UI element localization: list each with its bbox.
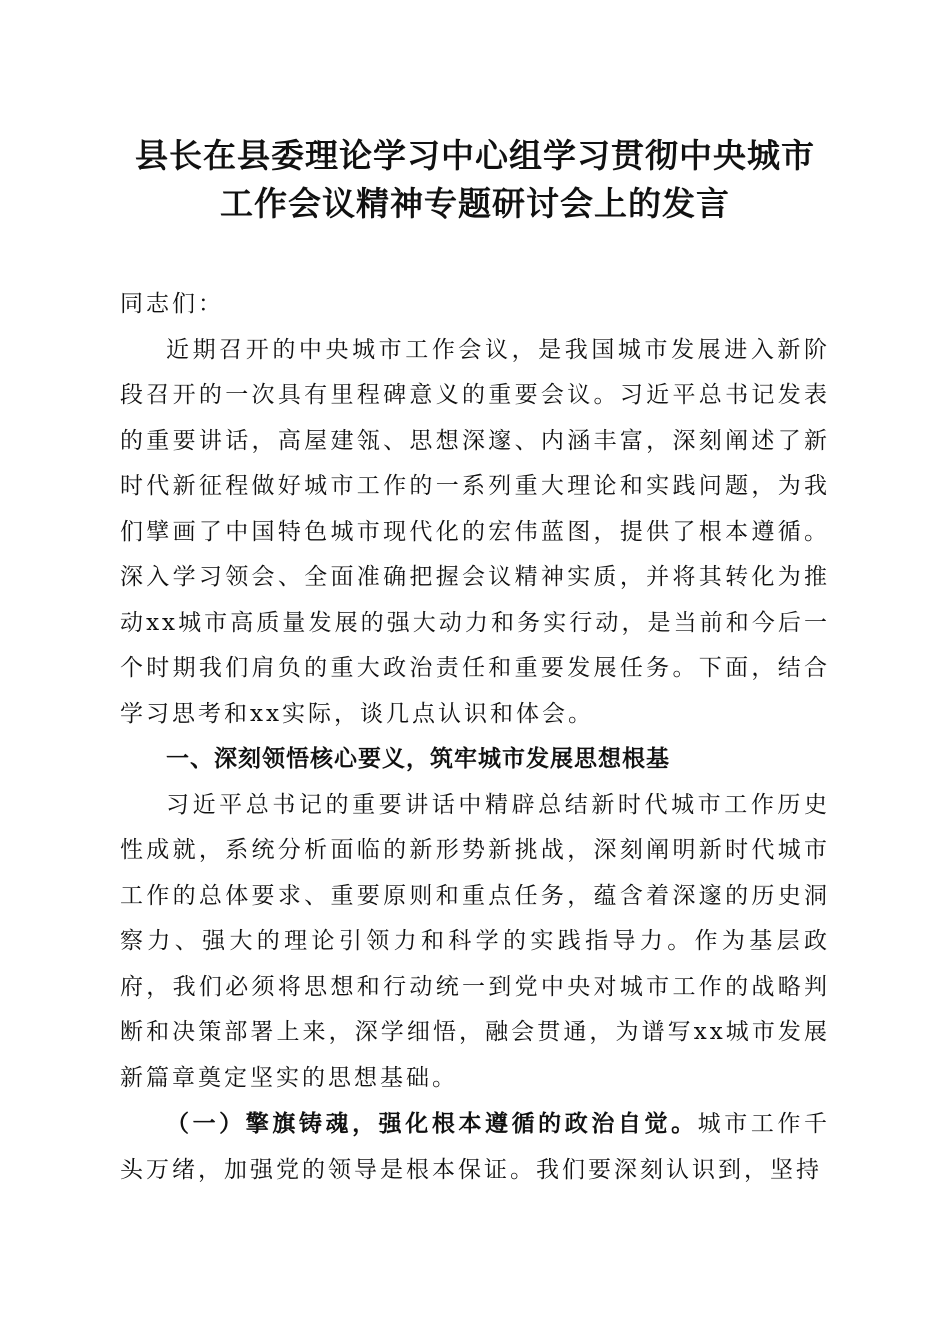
document-body [120,282,830,1193]
document-title [80,132,870,228]
section-1-paragraph: 习近平总书记的重要讲话中精辟总结新时代城市工作历史性成就，系统分析面临的新形势新挑战，深刻阐明新时代城市工作的总体要求、重要原则和重点任务，蕴含着深邃的历史洞察力、强大的理论引领力和科学的实践指导力。作为基层政府，我们必须将思想和行动统一到党中央对城市工作的战略判断和决策部署上来，深学细悟，融会贯通，为谱写xx城市发展新篇章奠定坚实的思想基础。 [120,791,830,1091]
subsection-1-lead: （一）擎旗铸魂，强化根本遵循的政治自觉。 [166,1110,698,1137]
section-heading-1: 一、深刻领悟核心要义，筑牢城市发展思想根基 [166,746,670,772]
title-line-2: 工作会议精神专题研讨会上的发言 [220,184,730,223]
intro-paragraph: 近期召开的中央城市工作会议，是我国城市发展进入新阶段召开的一次具有里程碑意义的重要会议。习近平总书记发表的重要讲话，高屋建瓴、思想深邃、内涵丰富，深刻阐述了新时代新征程做好城市工作的一系列重大理论和实践问题，为我们擘画了中国特色城市现代化的宏伟蓝图，提供了根本遵循。深入学习领会、全面准确把握会议精神实质，并将其转化为推动xx城市高质量发展的强大动力和务实行动，是当前和今后一个时期我们肩负的重大政治责任和重要发展任务。下面，结合学习思考和xx实际，谈几点认识和体会。 [120,336,830,727]
subsection-1-body: 城市工作千头万绪，加强党的领导是根本保证。我们要深刻认识到，坚持 [120,1111,831,1183]
subsection-1-paragraph [120,1101,830,1193]
salutation: 同志们： [120,291,224,317]
title-line-1: 县长在县委理论学习中心组学习贯彻中央城市 [135,136,815,175]
